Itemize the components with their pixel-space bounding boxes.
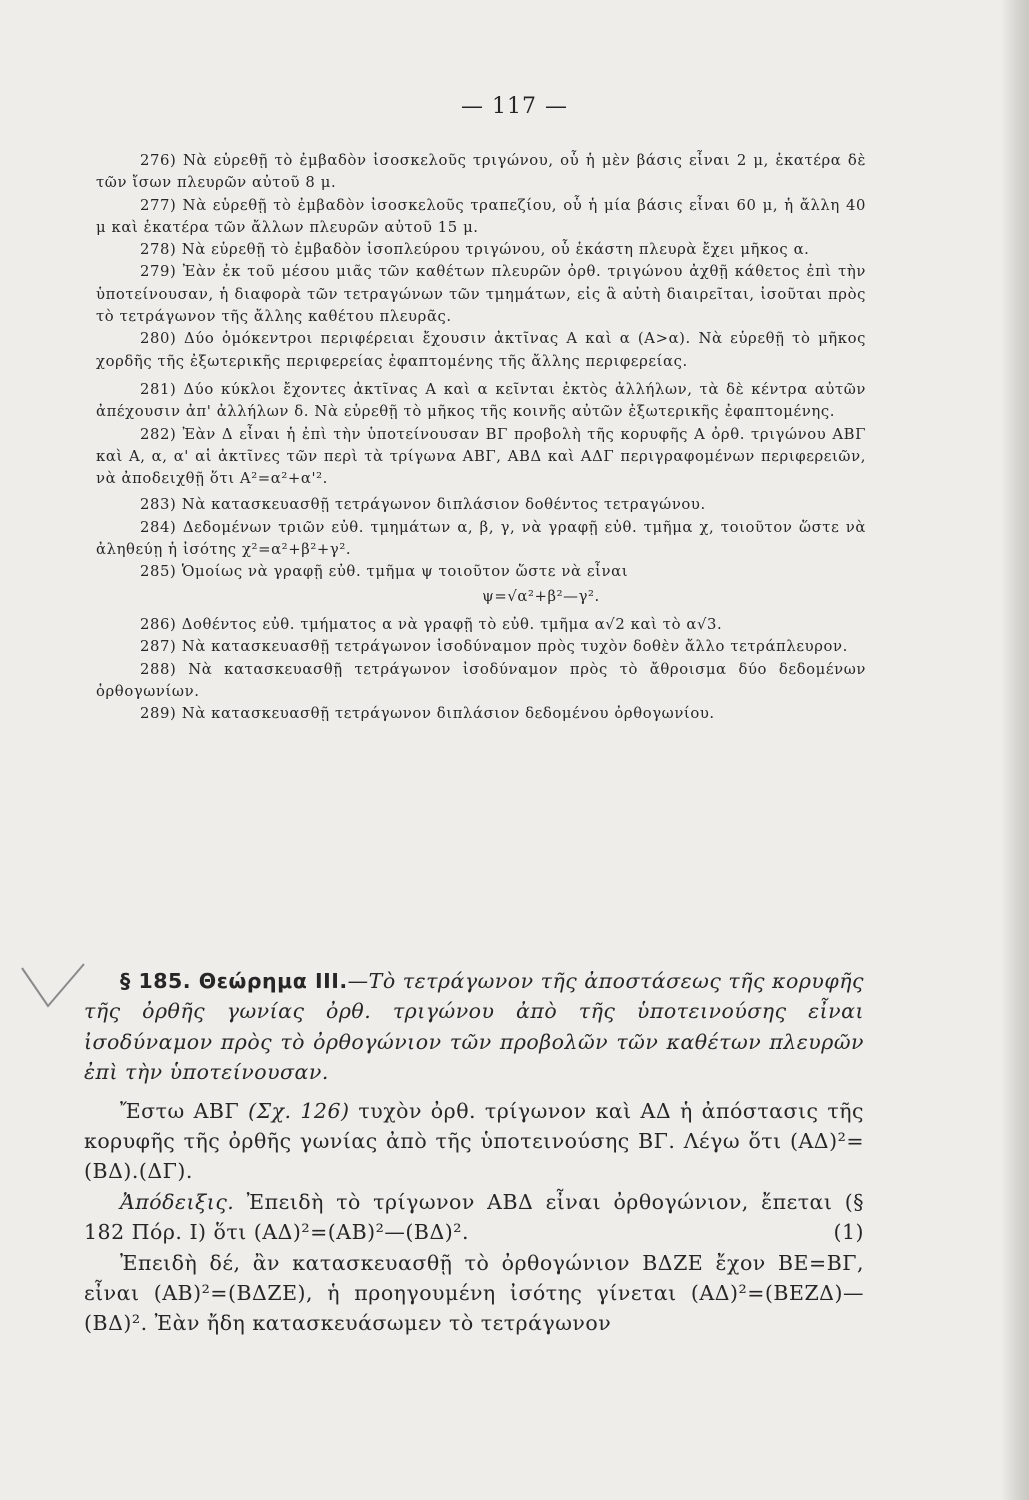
exercise-283: 283) Νὰ κατασκευασθῇ τετράγωνον διπλάσιον δοθέντος τετραγώνου. — [140, 496, 706, 514]
exercise-287: 287) Νὰ κατασκευασθῇ τετράγωνον ἰσοδύναμον πρὸς τυχὸν δοθὲν ἄλλο τετράπλευρον. — [140, 638, 848, 656]
page-number: — 117 — — [461, 94, 568, 119]
proof-label: Ἀπόδειξις. — [120, 1189, 235, 1214]
equation-number: (1) — [833, 1220, 864, 1245]
exercise-279: 279) Ἐὰν ἐκ τοῦ μέσου μιᾶς τῶν καθέτων πλευρῶν ὀρθ. τριγώνου ἀχθῇ κάθετος ἐπὶ τὴν ὑποτείνουσαν, ἡ διαφορὰ τῶν τετραγώνων τῶν τμημάτων, εἰς ἃ αὐτὴ διαιρεῖται, ἰσοῦται πρὸς τὸ τετράγωνον τῆς ἄλλης καθέτου πλευρᾶς. — [96, 263, 866, 326]
exercise-280: 280) Δύο ὁμόκεντροι περιφέρειαι ἔχουσιν ἀκτῖνας Α καὶ α (Α>α). Νὰ εὑρεθῇ τὸ μῆκος χορδῆς τῆς ἐξωτερικῆς περιφερείας ἐφαπτομένης τῆς ἄλλης περιφερείας. — [96, 330, 866, 370]
page-edge-shadow — [1001, 0, 1029, 1500]
proof-setup: Ἔστω ΑΒΓ (Σχ. 126) τυχὸν ὀρθ. τρίγωνον καὶ ΑΔ ἡ ἀπόστασις τῆς κορυφῆς τῆς ὀρθῆς γωνίας ἀπὸ τῆς ὑποτεινούσης ΒΓ. Λέγω ὅτι (ΑΔ)²=(ΒΔ).(ΔΓ). — [84, 1098, 864, 1184]
theorem-statement: —Τὸ τετράγωνον τῆς ἀποστάσεως τῆς κορυφῆς τῆς ὀρθῆς γωνίας ὀρθ. τριγώνου ἀπὸ τῆς ὑποτεινούσης εἶναι ἰσοδύναμον πρὸς τὸ ὀρθογώνιον τῶν προβολῶν τῶν καθέτων πλευρῶν ἐπὶ τὴν ὑποτείνουσαν. — [84, 969, 864, 1085]
proof-continuation: Ἐπειδὴ δέ, ἂν κατασκευασθῇ τὸ ὀρθογώνιον ΒΔΖΕ ἔχον ΒΕ=ΒΓ, εἶναι (ΑΒ)²=(ΒΔΖΕ), ἡ προηγουμένη ἰσότης γίνεται (ΑΔ)²=(ΒΕΖΔ)—(ΒΔ)². Ἐὰν ἤδη κατασκευάσωμεν τὸ τετράγωνον — [84, 1250, 864, 1336]
exercise-285-formula: ψ=√α²+β²—γ². — [482, 587, 600, 605]
exercises-block — [96, 150, 866, 725]
exercise-282: 282) Ἐὰν Δ εἶναι ἡ ἐπὶ τὴν ὑποτείνουσαν ΒΓ προβολὴ τῆς κορυφῆς Α ὀρθ. τριγώνου ΑΒΓ καὶ Α, α, α' αἱ ἀκτῖνες τῶν περὶ τὰ τρίγωνα ΑΒΓ, ΑΒΔ καὶ ΑΔΓ περιγραφομένων περιφερειῶν, νὰ ἀποδειχθῇ ὅτι Α²=α²+α'². — [96, 425, 866, 488]
exercise-276: 276) Νὰ εὑρεθῇ τὸ ἐμβαδὸν ἰσοσκελοῦς τριγώνου, οὗ ἡ μὲν βάσις εἶναι 2 μ, ἑκατέρα δὲ τῶν ἴσων πλευρῶν αὐτοῦ 8 μ. — [96, 152, 866, 192]
exercise-281: 281) Δύο κύκλοι ἔχοντες ἀκτῖνας Α καὶ α κεῖνται ἐκτὸς ἀλλήλων, τὰ δὲ κέντρα αὐτῶν ἀπέχουσιν ἀπ' ἀλλήλων δ. Νὰ εὑρεθῇ τὸ μῆκος τῆς κοινῆς αὐτῶν ἐξωτερικῆς ἐφαπτομένης. — [96, 380, 866, 421]
exercise-284: 284) Δεδομένων τριῶν εὐθ. τμημάτων α, β, γ, νὰ γραφῇ εὐθ. τμῆμα χ, τοιοῦτον ὥστε νὰ ἀληθεύῃ ἡ ἰσότης χ²=α²+β²+γ². — [96, 518, 866, 559]
exercise-278: 278) Νὰ εὑρεθῇ τὸ ἐμβαδὸν ἰσοπλεύρου τριγώνου, οὗ ἑκάστη πλευρὰ ἔχει μῆκος α. — [140, 241, 810, 259]
exercise-277: 277) Νὰ εὑρεθῇ τὸ ἐμβαδὸν ἰσοσκελοῦς τραπεζίου, οὗ ἡ μία βάσις εἶναι 60 μ, ἡ ἄλλη 40 μ καὶ ἑκατέρα τῶν ἄλλων πλευρῶν αὐτοῦ 15 μ. — [96, 196, 866, 236]
exercise-286: 286) Δοθέντος εὐθ. τμήματος α νὰ γραφῇ τὸ εὐθ. τμῆμα α√2 καὶ τὸ α√3. — [140, 615, 723, 633]
theorem-paragraph — [84, 966, 864, 1088]
exercise-285: 285) Ὁμοίως νὰ γραφῇ εὐθ. τμῆμα ψ τοιοῦτον ὥστε νὰ εἶναι — [140, 563, 629, 581]
theorem-block — [84, 966, 864, 1339]
theorem-heading: § 185. Θεώρημα ΙΙΙ. — [120, 969, 348, 993]
exercise-288: 288) Νὰ κατασκευασθῇ τετράγωνον ἰσοδύναμον πρὸς τὸ ἄθροισμα δύο δεδομένων ὀρθογωνίων. — [96, 660, 866, 700]
exercise-289: 289) Νὰ κατασκευασθῇ τετράγωνον διπλάσιον δεδομένου ὀρθογωνίου. — [140, 705, 715, 723]
handwritten-check-mark — [18, 962, 88, 1012]
proof-paragraph: Ἀπόδειξις. Ἐπειδὴ τὸ τρίγωνον ΑΒΔ εἶναι ὀρθογώνιον, ἔπεται (§ 182 Πόρ. Ι) ὅτι (ΑΔ)²=(ΑΒ)²—(ΒΔ)². (1) — [84, 1187, 864, 1248]
